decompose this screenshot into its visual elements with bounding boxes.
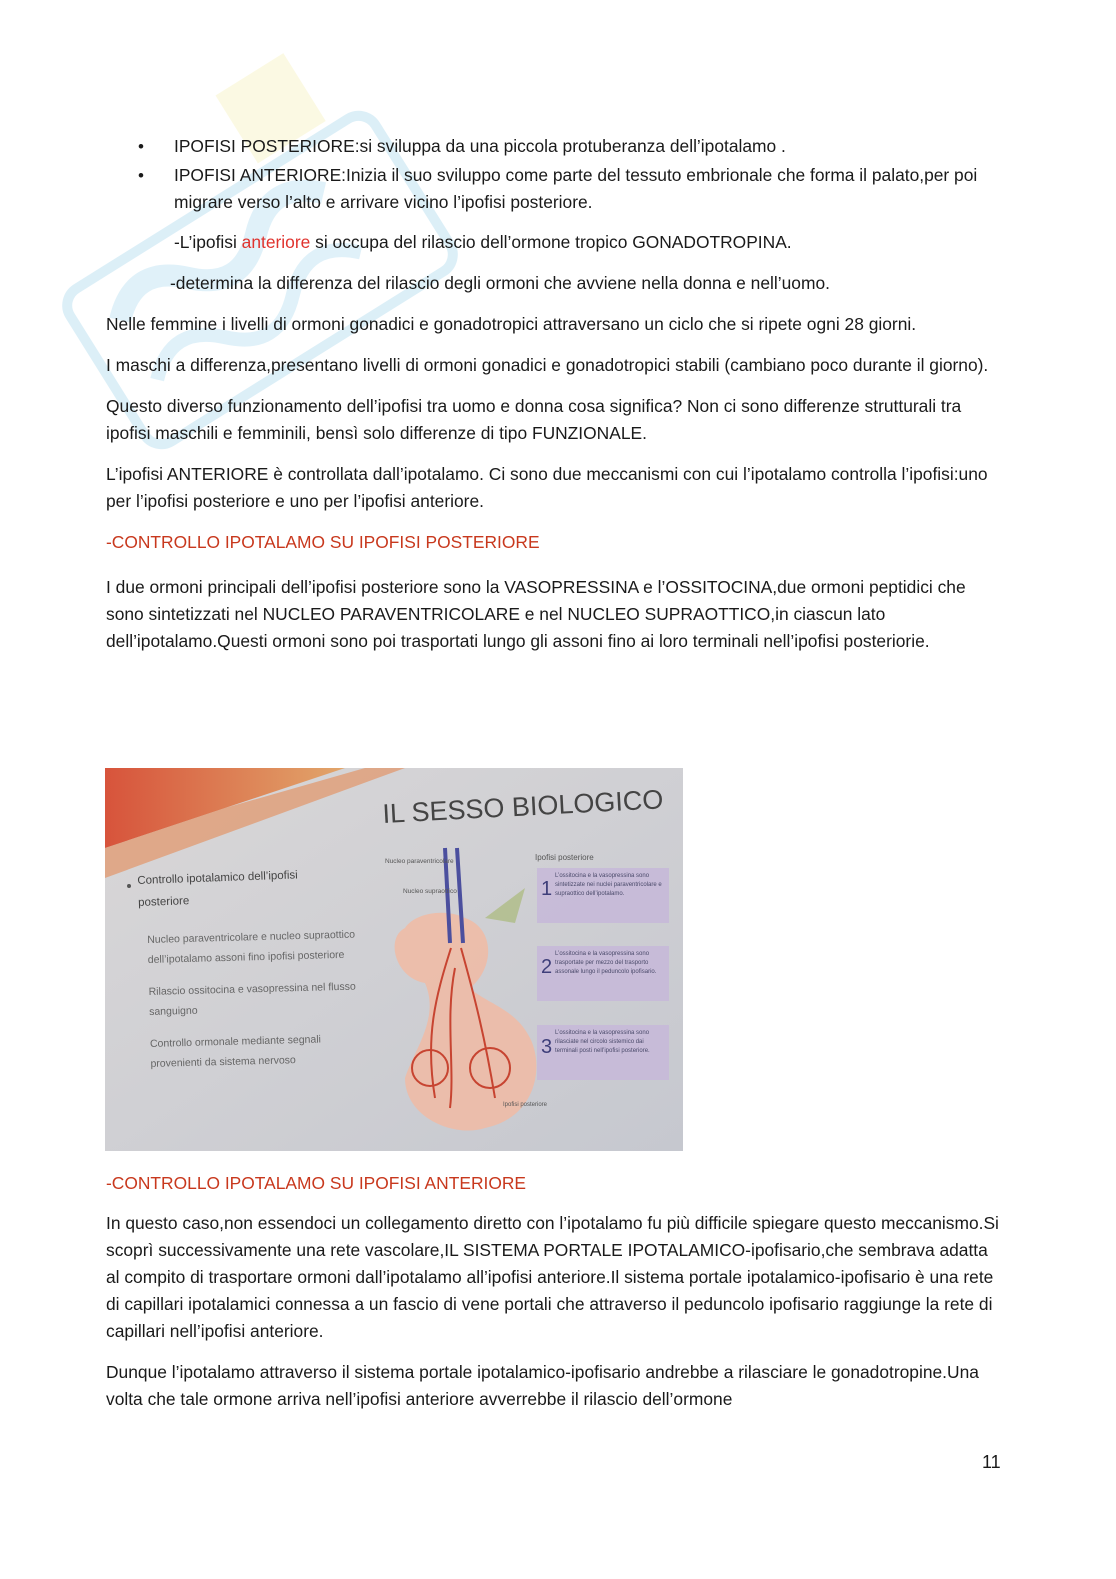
paragraph: Dunque l’ipotalamo attraverso il sistema portale ipotalamico-ipofisario andrebbe a rilasciare le gonadotropine.Una volta che tale ormone arriva nell’ipofisi anteriore avverrebbe il rilascio dell’ormone [106,1362,979,1409]
step-number: 3 [541,1036,553,1058]
bullet-list [106,133,1006,216]
step-number: 1 [541,878,553,900]
page-body [106,133,1006,669]
paragraph: I maschi a differenza,presentano livelli di ormoni gonadici e gonadotropici stabili (cambiano poco durante il giorno). [106,355,989,375]
bullet-item: • IPOFISI POSTERIORE:si sviluppa da una piccola protuberanza dell’ipotalamo . [106,133,1006,160]
closing-text [106,1210,1006,1427]
section-heading-posterior: -CONTROLLO IPOTALAMO SU IPOFISI POSTERIORE [106,532,540,552]
step-text: L’ossitocina e la vasopressina sono rilasciate nel circolo sistemico dai terminali posti nell’ipofisi posteriore. [555,1030,650,1054]
section-heading-anterior: -CONTROLLO IPOTALAMO SU IPOFISI ANTERIORE [106,1173,527,1193]
paragraph: Questo diverso funzionamento dell’ipofisi tra uomo e donna cosa significa? Non ci sono differenze strutturali tra ipofisi maschili e femminili, bensì solo differenze di tipo FUNZIONALE. [106,396,962,443]
page-number: 11 [982,1452,1001,1472]
step-number: 2 [541,956,553,978]
slide-photo [105,768,683,1151]
paragraph: Nelle femmine i livelli di ormoni gonadici e gonadotropici attraversano un ciclo che si ripete ogni 28 giorni. [106,314,917,334]
sub-point-anterior: -L’ipofisi anteriore si occupa del rilascio dell’ormone tropico GONADOTROPINA. [174,232,792,252]
slide-bullet-main: Controllo ipotalamico dell’ipofisi posteriore [137,869,298,909]
sub-point-differenza: -determina la differenza del rilascio degli ormoni che avviene nella donna e nell’uomo. [170,273,830,293]
slide-bullet-dot [127,884,131,888]
paragraph: I due ormoni principali dell’ipofisi posteriore sono la VASOPRESSINA e l’OSSITOCINA,due ormoni peptidici che sono sintetizzati nel NUCLEO PARAVENTRICOLARE e nel NUCLEO SUPRAOTTICO,in ciascun lato dell’ipotalamo.Questi ormoni sono poi trasportati lungo gli assoni fino ai loro terminali nell’ipofisi posteriorie. [106,577,966,651]
slide-sub-bullet: Rilascio ossitocina e vasopressina nel flusso sanguigno [148,980,356,1018]
paragraph: In questo caso,non essendoci un collegamento diretto con l’ipotalamo fu più difficile spiegare questo meccanismo.Si scoprì successivamente una rete vascolare,IL SISTEMA PORTALE IPOTALAMICO-ipofisario,che sembrava adatta al compito di trasportare ormoni dall’ipotalamo all’ipofisi anteriore.Il sistema portale ipotalamico-ipofisario è una rete di capillari ipotalamici connessa a un fascio di vene portali che attraverso il peduncolo ipofisario raggiunge la rete di capillari nell’ipofisi anteriore. [106,1213,999,1341]
paragraph: L’ipofisi ANTERIORE è controllata dall’ipotalamo. Ci sono due meccanismi con cui l’ipotalamo controlla l’ipofisi:uno per l’ipofisi posteriore e uno per l’ipofisi anteriore. [106,464,988,511]
panel-title: Ipofisi posteriore [535,853,594,862]
slide-title: IL SESSO BIOLOGICO [381,784,665,829]
highlight-anteriore: anteriore [241,232,311,252]
slide-sub-bullet: Nucleo paraventricolare e nucleo supraottico dell’ipotalamo assoni fino ipofisi posteriore [147,928,356,966]
label-supraottico: Nucleo supraottico [403,888,457,895]
slide-sub-bullet: Controllo ormonale mediante segnali provenienti da sistema nervoso [149,1033,322,1070]
label-paraventricolare: Nucleo paraventricolare [385,858,454,865]
label-ipofisi-posteriore: Ipofisi posteriore [503,1102,548,1108]
step-text: L’ossitocina e la vasopressina sono trasportate per mezzo del trasporto assonale lungo il peduncolo ipofisario. [555,951,657,975]
bullet-item: • IPOFISI ANTERIORE:Inizia il suo sviluppo come parte del tessuto embrionale che forma il palato,per poi migrare verso l’alto e arrivare vicino l’ipofisi posteriore. [106,162,1006,216]
step-text: L’ossitocina e la vasopressina sono sintetizzate nei nuclei paraventricolare e supraottico dell’ipotalamo. [555,873,662,897]
